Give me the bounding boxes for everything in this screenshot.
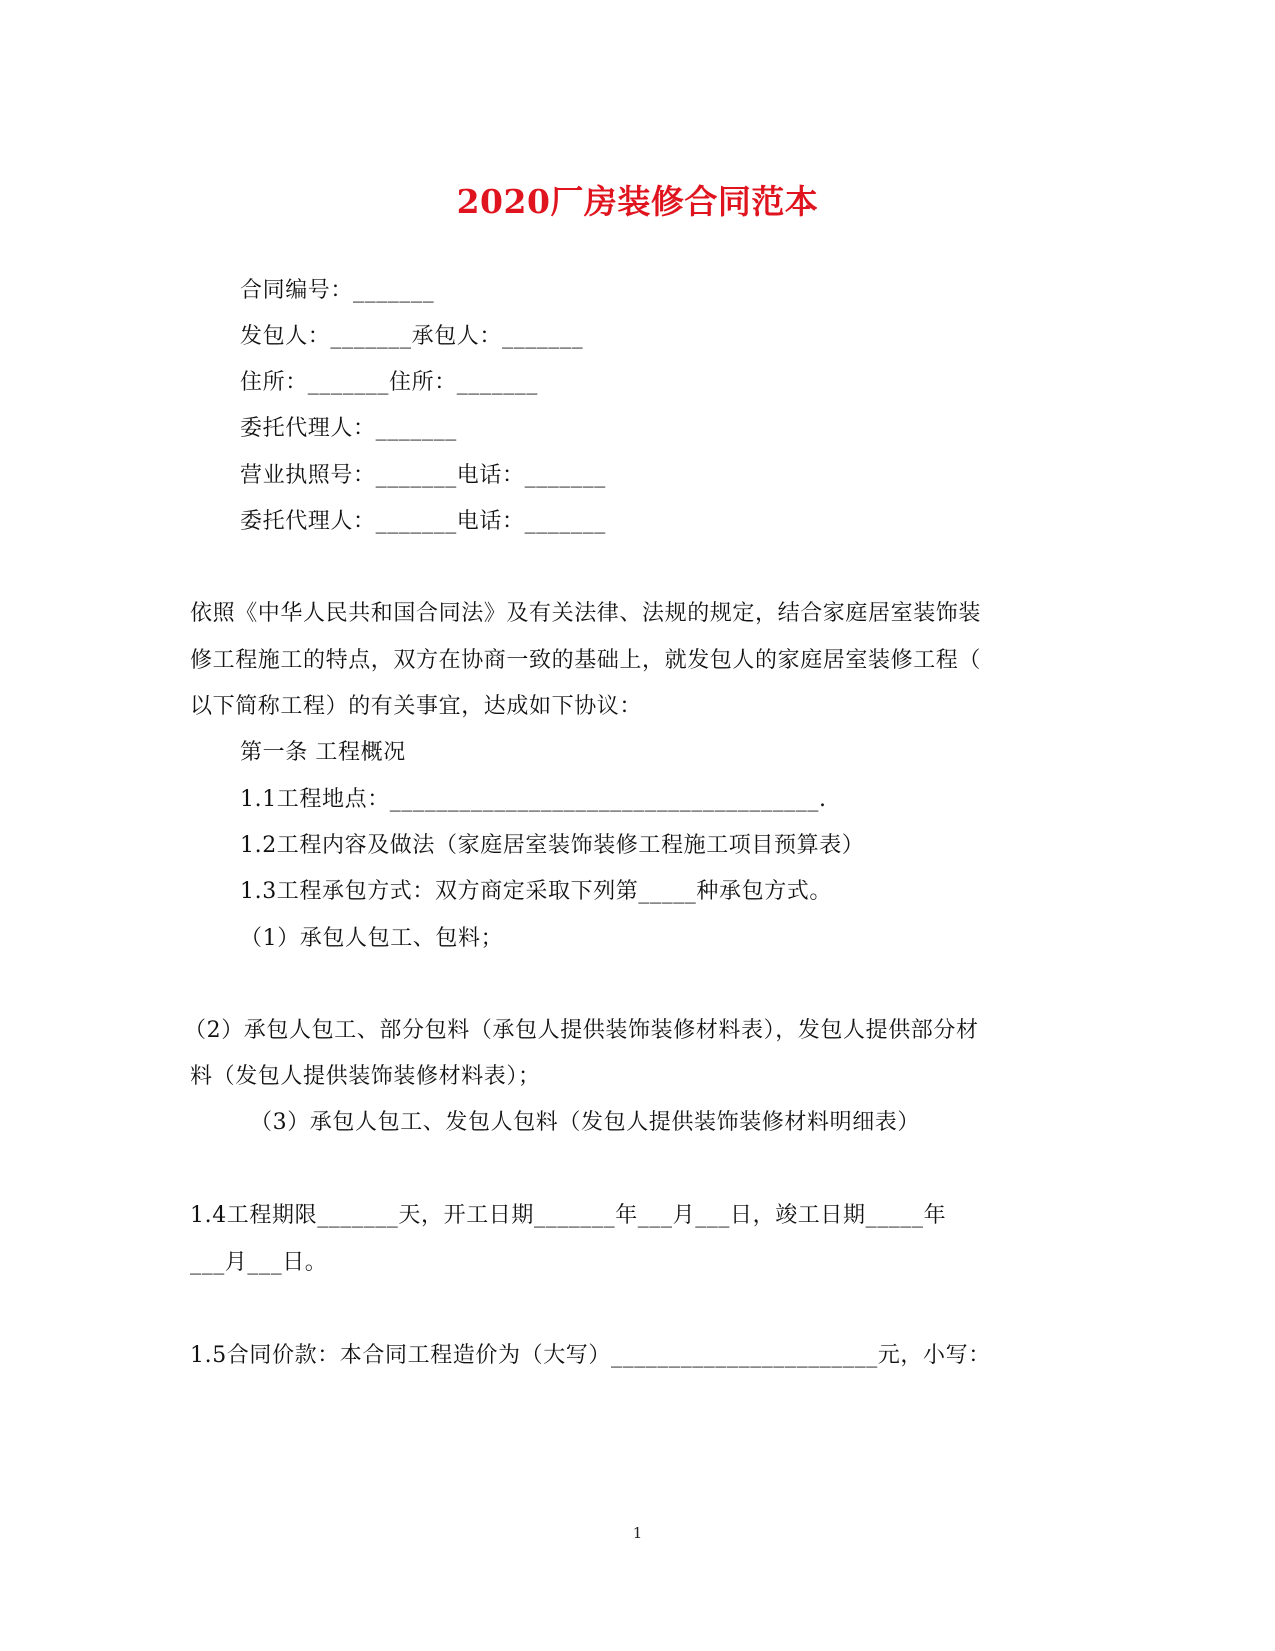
preamble-line: 修工程施工的特点，双方在协商一致的基础上，就发包人的家庭居室装修工程（ [190, 648, 982, 673]
item-1-4-line: ___月___日。 [190, 1250, 328, 1275]
option-2-line: 料（发包人提供装饰装修材料表）； [190, 1064, 541, 1089]
article-heading: 第一条 工程概况 [240, 740, 406, 765]
item-1-1: 1.1工程地点：_____________________________________. [240, 787, 827, 812]
page-number: 1 [632, 1524, 643, 1542]
address-field: 住所：_______住所：_______ [240, 370, 539, 395]
option-2-line: （2）承包人包工、部分包料（承包人提供装饰装修材料表），发包人提供部分材 [184, 1018, 979, 1043]
document-title: 2020厂房装修合同范本 [456, 182, 819, 221]
agent-phone-field: 委托代理人：_______电话：_______ [240, 509, 606, 534]
contract-number-field: 合同编号：_______ [240, 278, 435, 303]
license-phone-field: 营业执照号：_______电话：_______ [240, 463, 606, 488]
item-1-3: 1.3工程承包方式：双方商定采取下列第_____种承包方式。 [240, 879, 832, 904]
item-1-2: 1.2工程内容及做法（家庭居室装饰装修工程施工项目预算表） [240, 833, 865, 858]
preamble-line: 以下简称工程）的有关事宜，达成如下协议： [190, 694, 643, 719]
option-3: （3）承包人包工、发包人包料（发包人提供装饰装修材料明细表） [250, 1110, 920, 1135]
item-1-4-line: 1.4工程期限_______天，开工日期_______年___月___日，竣工日期_____年 [190, 1203, 947, 1228]
parties-field: 发包人：_______承包人：_______ [240, 324, 584, 349]
preamble-line: 依照《中华人民共和国合同法》及有关法律、法规的规定，结合家庭居室装饰装 [190, 601, 982, 626]
agent-field: 委托代理人：_______ [240, 416, 457, 441]
item-1-5: 1.5合同价款：本合同工程造价为（大写）_______________________元，小写： [190, 1343, 991, 1368]
option-1: （1）承包人包工、包料； [240, 926, 504, 951]
